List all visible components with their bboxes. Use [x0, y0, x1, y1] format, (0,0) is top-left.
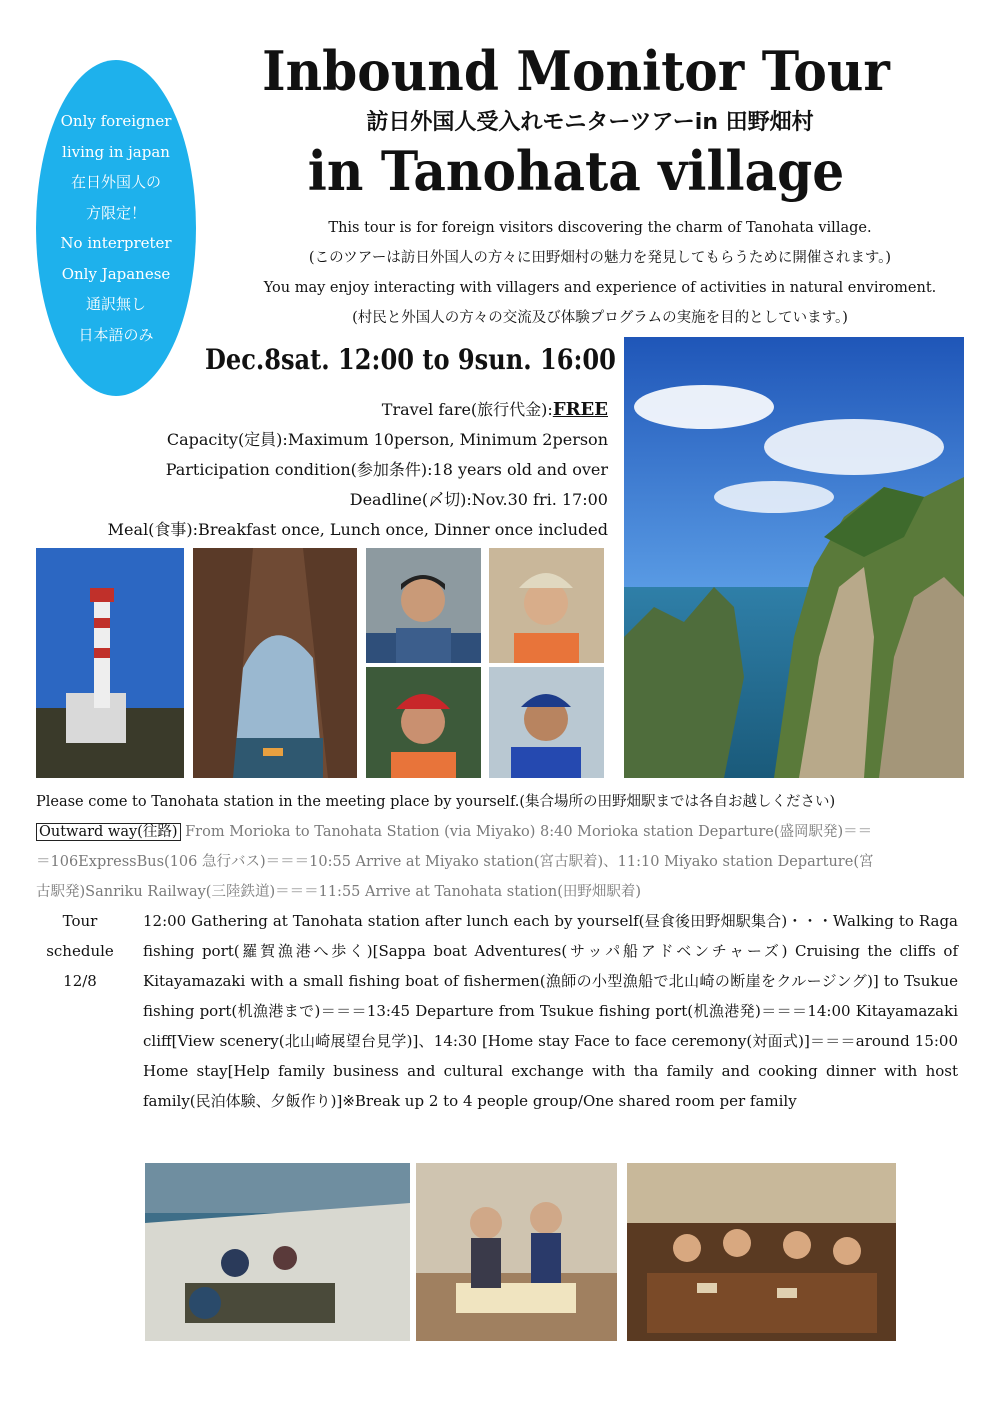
villager-photo	[489, 548, 604, 663]
outward-line-1	[36, 817, 961, 847]
badge-line: 日本語のみ	[78, 325, 154, 344]
tour-dates: Dec.8sat. 12:00 to 9sun. 16:00	[205, 343, 616, 376]
cliff-photo	[624, 337, 964, 778]
participation-condition: Participation condition(参加条件):18 years old and over	[165, 460, 608, 479]
dinner-photo	[627, 1163, 896, 1341]
lighthouse-photo	[36, 548, 184, 778]
title-line-1: Inbound Monitor Tour	[262, 39, 890, 103]
villager-photo	[489, 667, 604, 778]
rock-arch-photo	[193, 548, 357, 778]
badge-line: No interpreter	[60, 234, 172, 252]
capacity: Capacity(定員):Maximum 10person, Minimum 2person	[166, 430, 608, 449]
outward-label: Outward way(往路)	[36, 823, 181, 841]
schedule-label-line: Tour	[62, 912, 98, 930]
badge-line: 在日外国人の	[70, 173, 161, 191]
fare-label: Travel fare(旅行代金):	[381, 400, 553, 419]
travel-fare	[382, 395, 608, 425]
villager-photo	[366, 667, 481, 778]
schedule-label-line: schedule	[46, 942, 114, 960]
deadline: Deadline(〆切):Nov.30 fri. 17:00	[349, 490, 608, 509]
intro-line: You may enjoy interacting with villagers and experience of activities in natural enviroment.	[263, 280, 937, 296]
outward-text: From Morioka to Tanohata Station (via Miyako) 8:40 Morioka station Departure(盛岡駅発)＝＝	[180, 824, 873, 840]
subtitle-japanese: 訪日外国人受入れモニターツアーin 田野畑村	[366, 110, 814, 135]
villager-photo	[366, 548, 481, 663]
intro-line: (村民と外国人の方々の交流及び体験プログラムの実施を目的としています。)	[352, 310, 848, 326]
fare-value: FREE	[552, 399, 608, 420]
intro-line: (このツアーは訪日外国人の方々に田野畑村の魅力を発見してもらうために開催されます。)	[308, 250, 892, 266]
meal: Meal(食事):Breakfast once, Lunch once, Dinner once included	[107, 520, 608, 539]
cooking-photo	[416, 1163, 617, 1341]
meeting-note: Please come to Tanohata station in the meeting place by yourself.(集合場所の田野畑駅までは各自お越しください)	[36, 794, 836, 810]
badge-line: 通訳無し	[85, 295, 146, 313]
badge-line: living in japan	[62, 142, 170, 161]
intro-line: This tour is for foreign visitors discovering the charm of Tanohata village.	[328, 220, 872, 236]
badge-line: Only Japanese	[61, 264, 171, 283]
schedule-label	[40, 906, 120, 996]
badge-line: Only foreigner	[60, 112, 172, 130]
info-badge	[36, 60, 196, 396]
schedule-label-line: 12/8	[63, 972, 97, 990]
outward-line-3: 古駅発)Sanriku Railway(三陸鉄道)＝＝＝11:55 Arrive at Tanohata station(田野畑駅着)	[36, 884, 642, 900]
outward-line-2: ＝106ExpressBus(106 急行バス)＝＝＝10:55 Arrive at Miyako station(宮古駅着)、11:10 Miyako station Departure(宮	[36, 854, 874, 870]
fishing-boat-photo	[145, 1163, 410, 1341]
title-line-2: in Tanohata village	[307, 139, 845, 203]
schedule-text: 12:00 Gathering at Tanohata station after lunch each by yourself(昼食後田野畑駅集合)・・・Walking to Raga fishing port(羅賀漁港へ歩く)[Sappa boat Adventures(サッパ船アドベンチャーズ) Cruising the cliffs of Kitayamazaki with a small fishing boat of fishermen(漁師の小型漁船で北山崎の断崖をクルージング)] to Tsukue fishing port(机漁港まで)＝＝＝13:45 Departure from Tsukue fishing port(机漁港発)＝＝＝14:00 Kitayamazaki cliff[View scenery(北山崎展望台見学)]、14:30 [Home stay Face to face ceremony(対面式)]＝＝＝around 15:00 Home stay[Help family business and cultural exchange with tha family and cooking dinner with host family(民泊体験、夕飯作り)]※Break up 2 to 4 people group/One shared room per family	[143, 912, 958, 1110]
badge-line: 方限定！	[85, 203, 146, 222]
